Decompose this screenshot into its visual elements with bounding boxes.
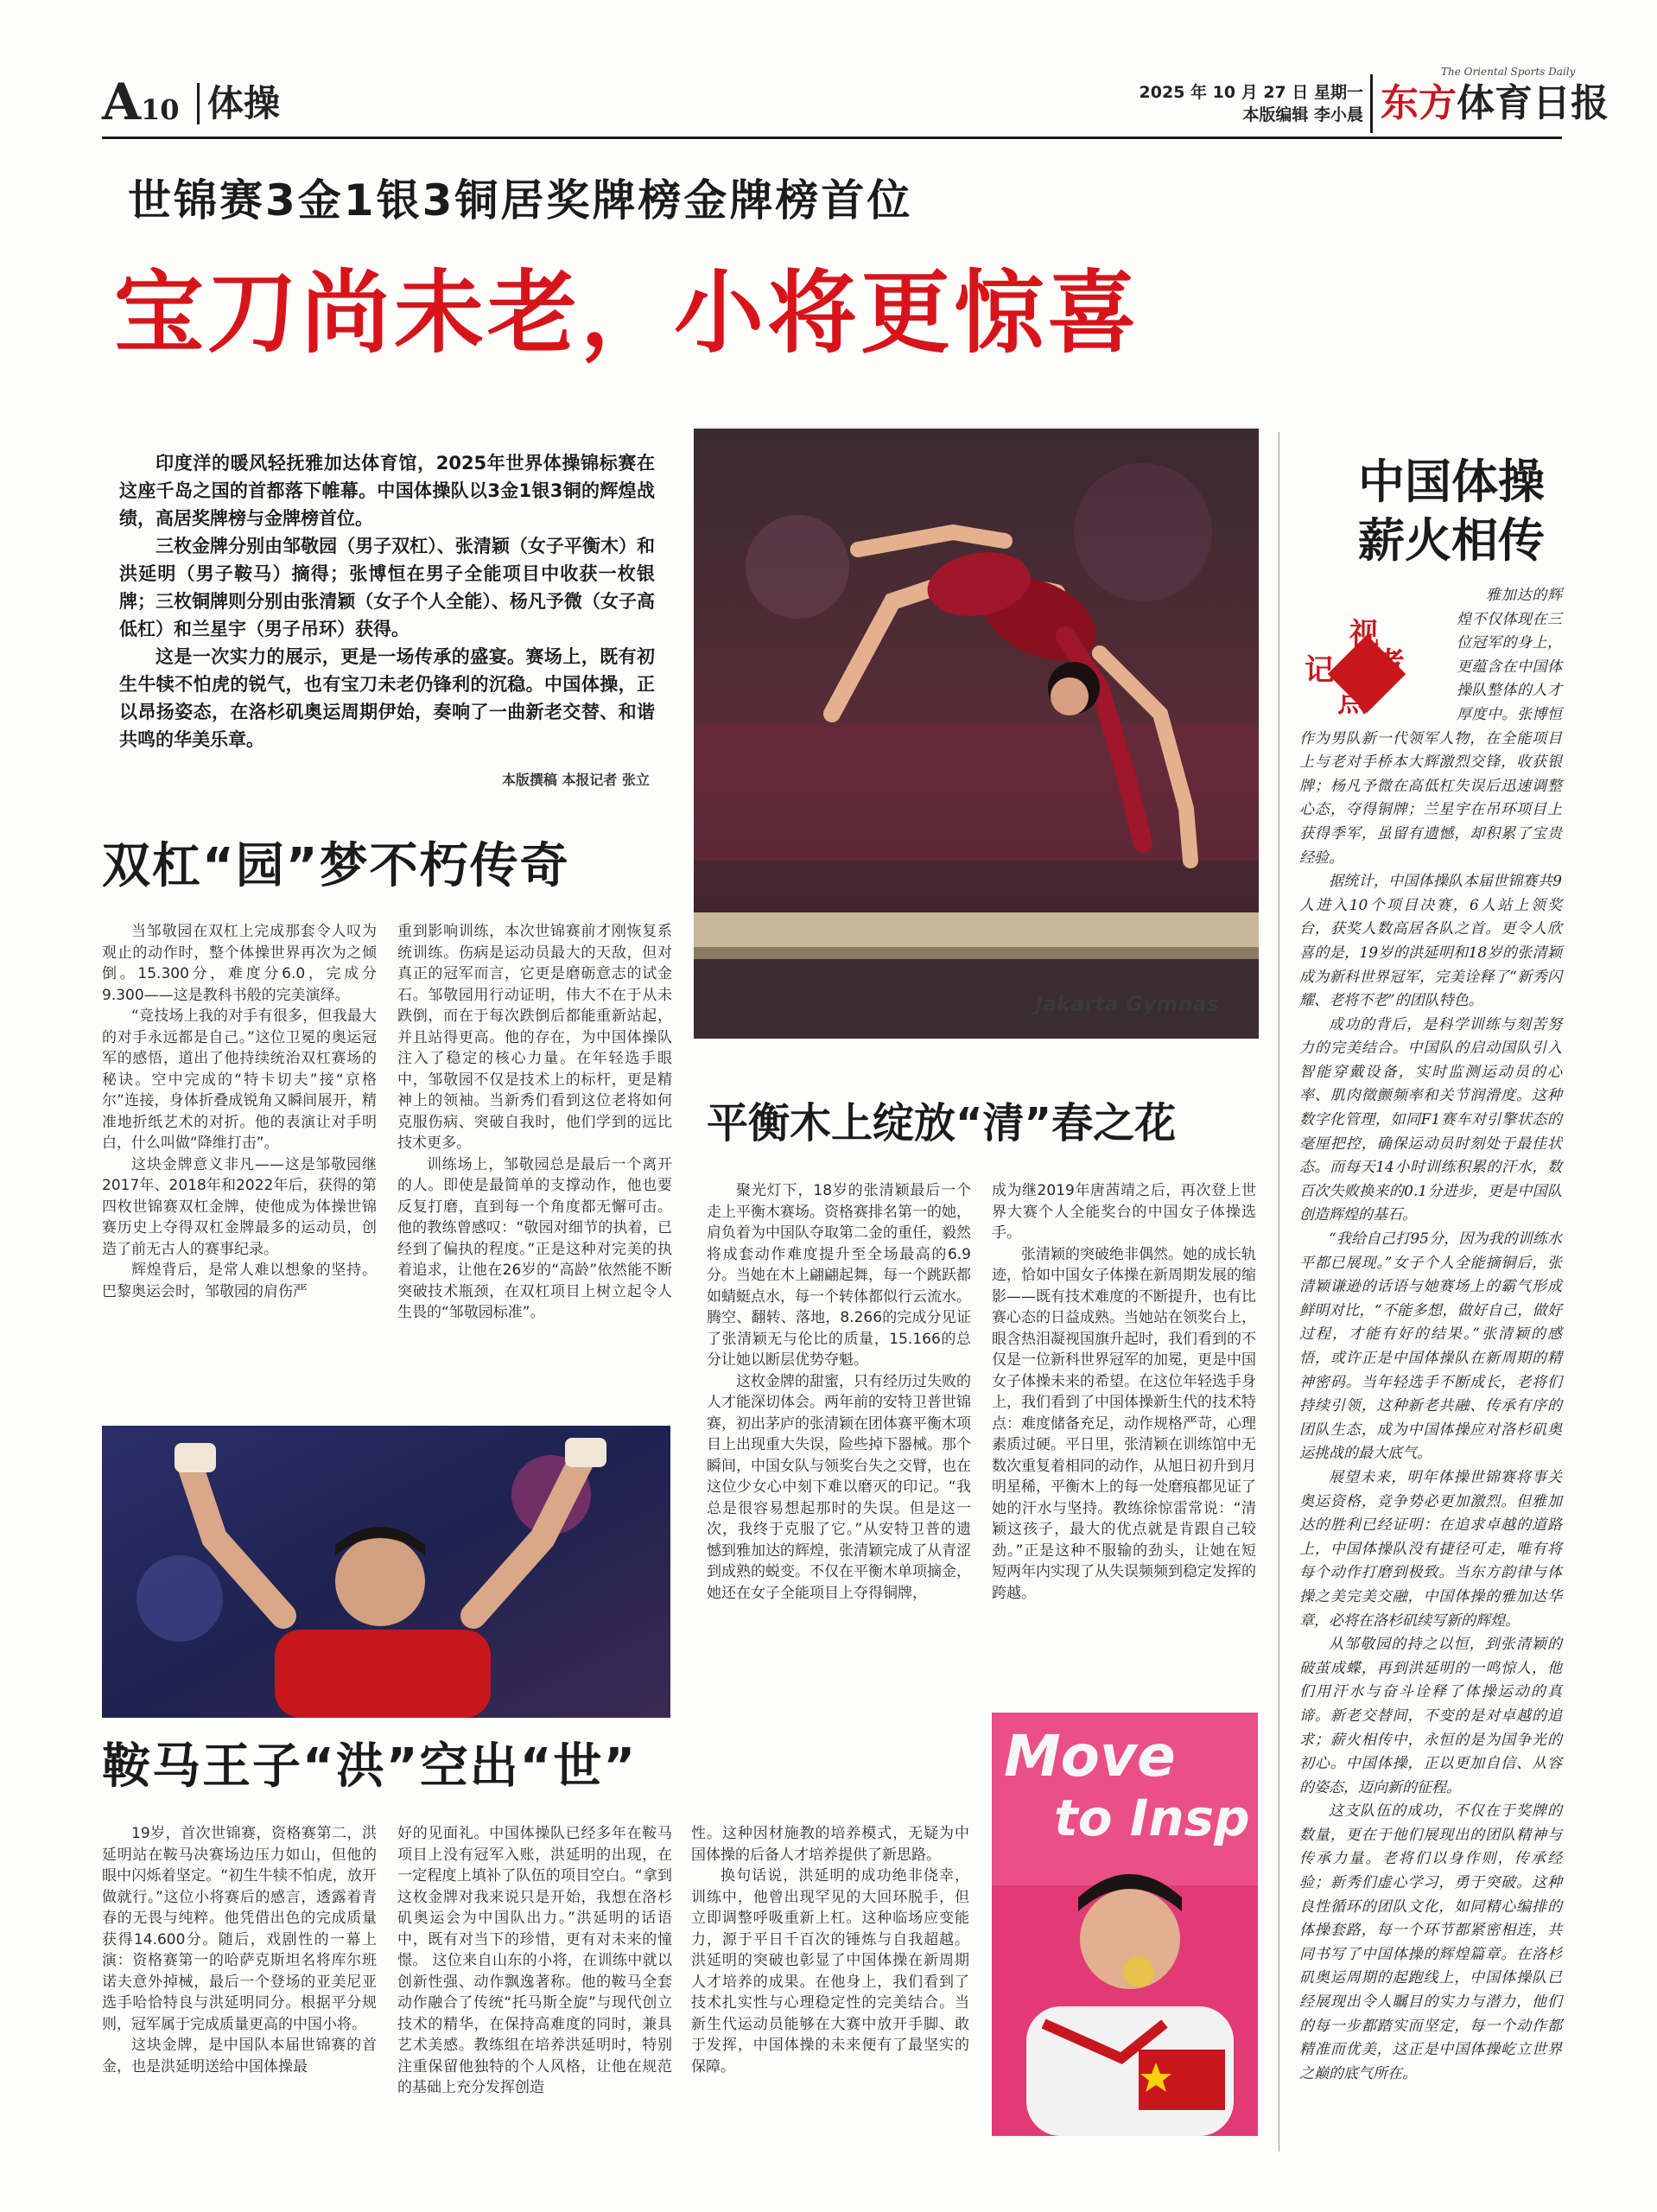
kicker-headline: 世锦赛3金1银3铜居奖牌榜金牌榜首位: [128, 175, 913, 226]
masthead-rule: [102, 137, 1562, 139]
pommel-horse-medalist-photo: [992, 1713, 1258, 2136]
story3-column-3: 性。这种因材施教的培养模式，无疑为中国体操的后备人才培养提供了新思路。 换句话说，洪延明的成功绝非侥幸，训练中，他曾出现罕见的大回环脱手，但立即调整呼吸重新上杠。这种临场应变能力，源于平日千百次的锤炼与自我超越。洪延明的突破也彰显了中国体操在新周期人才培养的成果。在他身上，我们看到了技术扎实性与心理稳定性的完美结合。当新生代运动员能够在大赛中放开手脚、敢于发挥，中国体操的未来便有了最坚实的保障。: [691, 1825, 969, 2075]
story3-column-2: 好的见面礼。中国体操队已经多年在鞍马项目上没有冠军入账，洪延明的出现，在一定程度上填补了队伍的项目空白。“拿到这枚金牌对我来说只是开始，我想在洛杉矶奥运会为中国队出力。”洪延明的话语中，既有对当下的珍惜，更有对未来的憧憬。 这位来自山东的小将，在训练中就以创新性强、动作飘逸著称。他的鞍马全套动作融合了传统“托马斯全旋”与现代创立技术的精华，在保持高难度的同时，兼具艺术美感。教练组在培养洪延明时，特别注重保留他独特的个人风格，让他在规范的基础上充分发挥创造: [397, 1825, 672, 2096]
main-headline: 宝刀尚未老，小将更惊喜: [114, 260, 1141, 365]
commentary-title: 中国体操 薪火相传: [1358, 454, 1545, 568]
banner-text-line2: to Insp: [1054, 1789, 1250, 1847]
section-title: 体操: [207, 82, 281, 124]
beam-gymnast-photo: [694, 429, 1259, 1039]
story1-column-2: 重到影响训练，本次世锦赛前才刚恢复系统训练。伤病是运动员最大的天敌，但对真正的冠军而言，它更是磨砺意志的试金石。邹敬园用行动证明，伟大不在于从未跌倒，而在于每次跌倒后都能重新站起，并且站得更高。他的存在，为中国体操队注入了稳定的核心力量。在年轻选手眼中，邹敬园不仅是技术上的标杆，更是精神上的领袖。当新秀们看到这位老将如何克服伤病、突破自我时，他们学到的远比技术更多。 训练场上，邹敬园总是最后一个离开的人。即使是最简单的支撑动作，他也要反复打磨，直到每一个角度都无懈可击。他的教练曾感叹：“敬园对细节的执着，已经到了偏执的程度。”正是这种对完美的执着追求，让他在26岁的“高龄”依然能不断突破技术瓶颈，在双杠项目上树立起令人生畏的“邹敬园标准”。: [397, 923, 672, 1321]
story3-column-1: 19岁，首次世锦赛，资格赛第二，洪延明站在鞍马决赛场边压力如山，但他的眼中闪烁着坚定。“初生牛犊不怕虎，放开做就行。”这位小将赛后的感言，透露着青春的无畏与纯粹。他凭借出色的完成质量获得14.600分。随后，戏剧性的一幕上演：资格赛第一的哈萨克斯坦名将库尔班诺夫意外掉械，最后一个登场的亚美尼亚选手哈恰特良与洪延明同分。根据平分规则，冠军属于完成质量更高的中国小将。 这块金牌，是中国队本届世锦赛的首金，也是洪延明送给中国体操最: [102, 1825, 377, 2075]
reporter-view-label: 记 者 视 点: [1305, 617, 1405, 719]
commentary-body: 雅加达的辉煌不仅体现在三位冠军的身上，更蕴含在中国体操队整体的人才厚度中。张博恒作为男队新一代领军人物，在全能项目上与老对手桥本大辉激烈交锋，收获银牌；杨凡予微在高低杠失误后迅速调整心态，夺得铜牌；兰星宇在吊环项目上获得季军，虽留有遗憾，却积累了宝贵经验。 据统计，中国体操队本届世锦赛共9人进入10个项目决赛，6人站上领奖台，获奖人数高居各队之首。更令人欣喜的是，19岁的洪延明和18岁的张清颖成为新科世界冠军，完美诠释了“新秀闪耀、老将不老”的团队特色。 成功的背后，是科学训练与刻苦努力的完美结合。中国队的启动国队引入智能穿戴设备，实时监测运动员的心率、肌肉徵颤频率和关节润滑度。这种数字化管理，如同F1赛车对引擎状态的毫厘把控，确保运动员时刻处于最佳状态。而每天14小时训练积累的汗水，数百次失败换来的0.1分进步，更是中国队创造辉煌的基石。 “我给自己打95分，因为我的训练水平都已展现。”女子个人全能摘铜后，张清颖谦逊的话语与她赛场上的霸气形成鲜明对比，“不能多想，做好自己，做好过程，才能有好的结果。”张清颖的感悟，或许正是中国体操队在新周期的精神密码。当年轻选手不断成长，老将们持续引领，这种新老共融、传承有序的团队生态，成为中国体操应对洛杉矶奥运挑战的最大底气。 展望未来，明年体操世锦赛将事关奥运资格，竞争势必更加激烈。但雅加达的胜利已经证明：在追求卓越的道路上，中国体操队没有捷径可走，唯有将每个动作打磨到极致。当东方韵律与体操之美完美交融，中国体操的雅加达华章，必将在洛杉矶续写新的辉煌。 从邹敬园的持之以恒，到张清颖的破茧成蝶，再到洪延明的一鸣惊人，他们用汗水与奋斗诠释了体操运动的真谛。新老交替间，不变的是对卓越的追求；薪火相传中，永恒的是为国争光的初心。中国体操，正以更加自信、从容的姿态，迈向新的征程。 这支队伍的成功，不仅在于奖牌的数量，更在于他们展现出的团队精神与传承力量。老将们以身作则，传承经验；新秀们虚心学习，勇于突破。这种良性循环的团队文化，如同精心编排的体操套路，每一个环节都紧密相连，共同书写了中国体操的辉煌篇章。在洛杉矶奥运周期的起跑线上，中国体操队已经展现出令人瞩目的实力与潜力，他们的每一步都踏实而坚定，每一个动作都精准而优美，这正是中国体操屹立世界之巅的底气所在。: [1299, 587, 1562, 2082]
story3-title: 鞍马王子“洪”空出“世”: [102, 1738, 638, 1795]
story2-column-1: 聚光灯下，18岁的张清颖最后一个走上平衡木赛场。资格赛排名第一的她，肩负着为中国队夺取第二金的重任，毅然将成套动作难度提升至全场最高的6.9分。当她在木上翩翩起舞，每一个跳跃都如蜻蜓点水，每一个转体都似行云流水。腾空、翻转、落地，8.266的完成分见证了张清颖无与伦比的质量，15.166的总分让她以断层优势夺魁。 这枚金牌的甜蜜，只有经历过失败的人才能深切体会。两年前的安特卫普世锦赛，初出茅庐的张清颖在团体赛平衡木项目上出现重大失误，险些掉下器械。那个瞬间，中国女队与领奖台失之交臂，也在这位少女心中刻下难以磨灭的印记。“我总是很容易想起那时的失误。但是这一次，我终于克服了它。”从安特卫普的遗憾到雅加达的辉煌，张清颖完成了从青涩到成熟的蜕变。不仅在平衡木单项摘金，她还在女子全能项目上夺得铜牌，: [707, 1182, 971, 1602]
masthead-divider: [197, 83, 200, 124]
banner-text-line1: Move: [1004, 1723, 1176, 1789]
story2-title: 平衡木上绽放“清”春之花: [707, 1099, 1177, 1147]
page-number: A10: [102, 73, 180, 131]
story1-column-1: 当邹敬园在双杠上完成那套令人叹为观止的动作时，整个体操世界再次为之倾倒。15.300分，难度分6.0，完成分9.300——这是教科书般的完美演绎。 “竞技场上我的对手有很多，但我最大的对手永远都是自己。”这位卫冕的奥运冠军的感悟，道出了他持续统治双杠赛场的秘诀。空中完成的“特卡切夫”接“京格尔”连接，身体折叠成锐角又瞬间展开，精准地折纸艺术的对折。他的表演让对手明白，什么叫做“降维打击”。 这块金牌意义非凡——这是邹敬园继2017年、2018年和2022年后，获得的第四枚世锦赛双杠金牌，使他成为体操世锦赛历史上夺得双杠金牌最多的运动员，创造了前无古人的赛事纪录。 辉煌背后，是常人难以想象的坚持。巴黎奥运会时，邹敬园的肩伤严: [102, 923, 377, 1300]
byline: 本版撰稿 本报记者 张立: [501, 772, 650, 788]
beam-gymnast-illustration: [694, 429, 1259, 1039]
parallel-bars-illustration: [102, 1426, 670, 1718]
masthead-brand-divider: [1370, 74, 1373, 133]
newspaper-logo: The Oriental Sports Daily 东方体育日报: [1381, 66, 1609, 125]
lead-paragraphs: 印度洋的暖风轻抚雅加达体育馆，2025年世界体操锦标赛在这座千岛之国的首都落下帷幕。中国体操队以3金1银3铜的辉煌战绩，高居奖牌榜与金牌榜首位。 三枚金牌分别由邹敬园（男子双杠）、张清颖（女子平衡木）和洪延明（男子鞍马）摘得；张博恒在男子全能项目中收获一枚银牌；三枚铜牌则分别由张清颖（女子个人全能）、杨凡予微（女子高低杠）和兰星宇（男子吊环）获得。 这是一次实力的展示，更是一场传承的盛宴。赛场上，既有初生牛犊不怕虎的锐气，也有宝刀未老仍锋利的沉稳。中国体操，正以昂扬姿态，在洛杉矶奥运周期伊始，奏响了一曲新老交替、和谐共鸣的华美乐章。: [119, 453, 655, 750]
beam-photo-watermark: Jakarta Gymnas: [1035, 992, 1220, 1016]
parallel-bars-photo: [102, 1426, 670, 1718]
masthead-date: 2025 年 10 月 27 日 星期一 本版编辑 李小晨: [1139, 83, 1363, 124]
story1-title: 双杠“园”梦不朽传奇: [102, 838, 570, 894]
story2-column-2: 成为继2019年唐茜靖之后，再次登上世界大赛个人全能奖台的中国女子体操选手。 张清颖的突破绝非偶然。她的成长轨迹，恰如中国女子体操在新周期发展的缩影——既有技术难度的不断提升，也有比赛心态的日益成熟。当她站在领奖台上，眼含热泪凝视国旗升起时，我们看到的不仅是一位新科世界冠军的加冕，更是中国女子体操未来的希望。在这位年轻选手身上，我们看到了中国体操新生代的技术特点：难度储备充足，动作规格严苛，心理素质过硬。平日里，张清颖在训练馆中无数次重复着相同的动作，从旭日初升到月明星稀，平衡木上的每一处磨痕都见证了她的汗水与坚持。教练徐惊雷常说：“清颖这孩子，最大的优点就是肯跟自己较劲。”正是这种不服输的劲头，让她在短短两年内实现了从失误频频到稳定发挥的跨越。: [992, 1182, 1256, 1602]
